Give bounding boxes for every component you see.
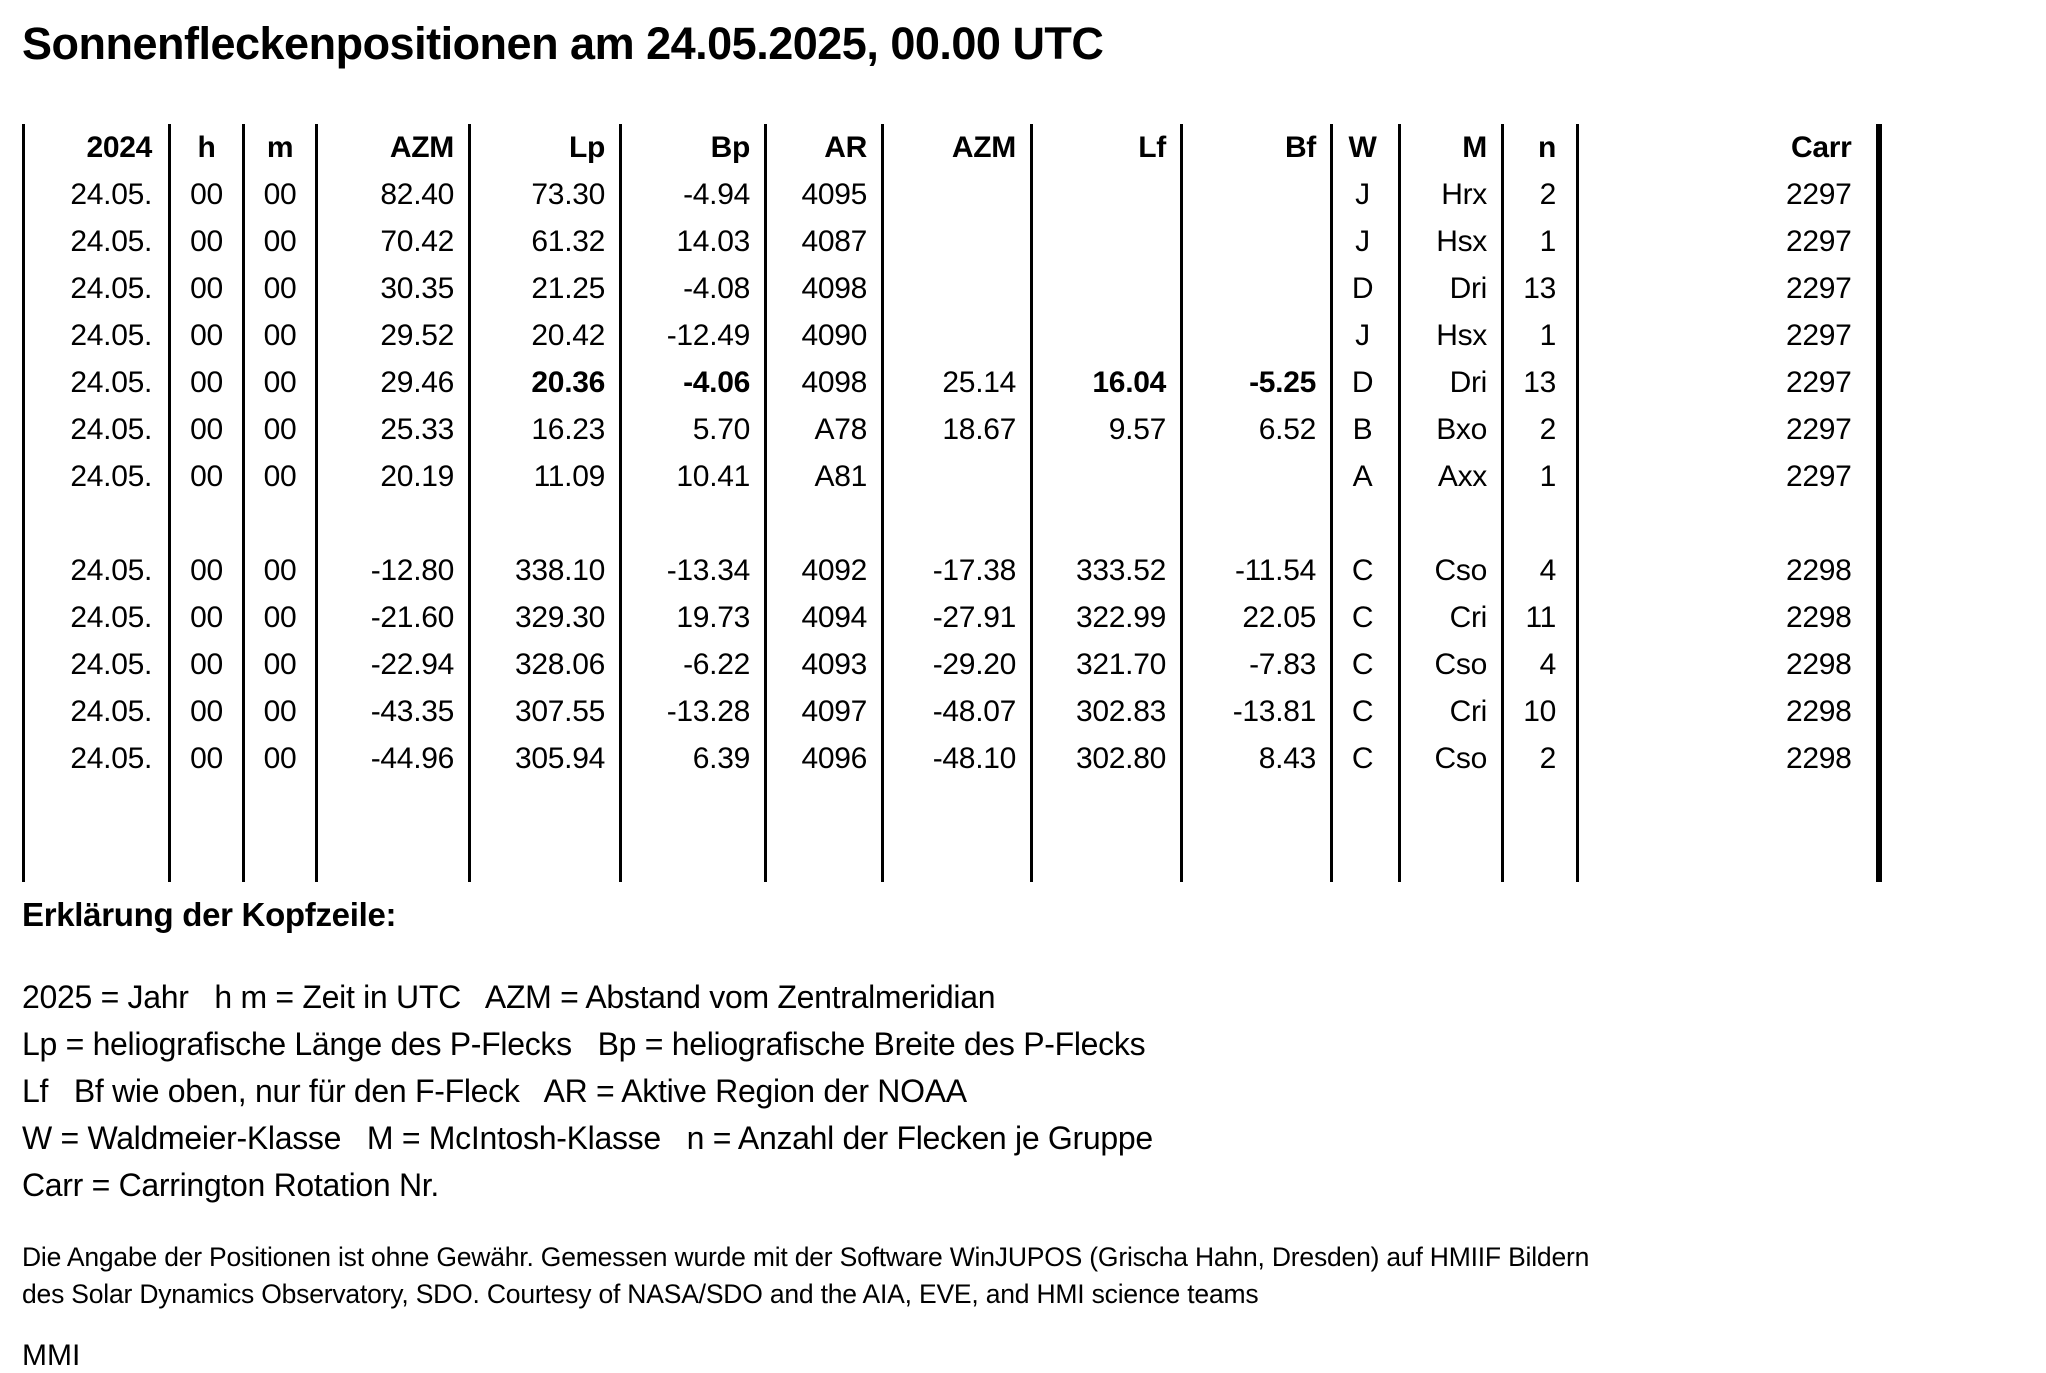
table-cell: 6.52	[1182, 406, 1332, 453]
table-cell: 82.40	[317, 171, 470, 218]
table-cell: 4095	[766, 171, 883, 218]
table-cell: 22.05	[1182, 594, 1332, 641]
table-cell: 24.05.	[24, 406, 170, 453]
legend-line: Lp = heliografische Länge des P-Flecks Bp = heliografische Breite des P-Flecks	[22, 1026, 1146, 1062]
table-cell: 00	[244, 453, 317, 500]
table-cell: -48.07	[883, 688, 1032, 735]
table-cell	[1503, 782, 1578, 882]
table-cell: 29.52	[317, 312, 470, 359]
table-cell	[1182, 218, 1332, 265]
legend-line: Carr = Carrington Rotation Nr.	[22, 1167, 439, 1203]
table-cell: Dri	[1400, 359, 1503, 406]
table-cell	[1182, 171, 1332, 218]
table-cell: 20.36	[470, 359, 621, 406]
table-cell: -21.60	[317, 594, 470, 641]
table-cell: 00	[244, 547, 317, 594]
table-cell: 24.05.	[24, 312, 170, 359]
table-cell: 329.30	[470, 594, 621, 641]
table-cell: 00	[244, 171, 317, 218]
table-cell: 4087	[766, 218, 883, 265]
disclaimer-line: des Solar Dynamics Observatory, SDO. Courtesy of NASA/SDO and the AIA, EVE, and HMI science teams	[22, 1279, 1259, 1309]
legend-lines	[22, 974, 2030, 1209]
table-row	[24, 359, 1879, 406]
table-cell: 18.67	[883, 406, 1032, 453]
legend-line: 2025 = Jahr h m = Zeit in UTC AZM = Abstand vom Zentralmeridian	[22, 979, 996, 1015]
legend-line: W = Waldmeier-Klasse M = McIntosh-Klasse n = Anzahl der Flecken je Gruppe	[22, 1120, 1153, 1156]
table-cell	[470, 500, 621, 547]
table-cell: 4093	[766, 641, 883, 688]
table-cell: 2	[1503, 171, 1578, 218]
table-cell: B	[1332, 406, 1400, 453]
table-cell: Cri	[1400, 688, 1503, 735]
table-cell	[1182, 312, 1332, 359]
table-cell: 25.33	[317, 406, 470, 453]
table-cell: 19.73	[621, 594, 766, 641]
table-cell: 2297	[1578, 359, 1879, 406]
table-cell: 1	[1503, 453, 1578, 500]
table-cell: C	[1332, 735, 1400, 782]
table-cell: 73.30	[470, 171, 621, 218]
table-cell: 2298	[1578, 594, 1879, 641]
table-row	[24, 594, 1879, 641]
table-cell: 00	[244, 406, 317, 453]
table-cell: -13.28	[621, 688, 766, 735]
table-cell: 00	[170, 218, 244, 265]
table-cell: 5.70	[621, 406, 766, 453]
table-cell	[1400, 782, 1503, 882]
table-cell: Hsx	[1400, 312, 1503, 359]
table-cell: 2297	[1578, 171, 1879, 218]
column-header: m	[244, 124, 317, 171]
table-cell: 11	[1503, 594, 1578, 641]
table-cell: 302.80	[1032, 735, 1182, 782]
table-cell: 29.46	[317, 359, 470, 406]
table-cell: 322.99	[1032, 594, 1182, 641]
table-body	[24, 171, 1879, 882]
table-cell: 6.39	[621, 735, 766, 782]
table-row	[24, 735, 1879, 782]
table-cell	[244, 500, 317, 547]
table-cell: 13	[1503, 359, 1578, 406]
table-cell: Hrx	[1400, 171, 1503, 218]
table-cell: 00	[170, 641, 244, 688]
table-header	[24, 124, 1879, 171]
table-row	[24, 641, 1879, 688]
table-cell	[317, 500, 470, 547]
table-cell: 00	[170, 265, 244, 312]
table-cell: 16.23	[470, 406, 621, 453]
table-row	[24, 453, 1879, 500]
table-cell: 14.03	[621, 218, 766, 265]
table-cell: 70.42	[317, 218, 470, 265]
table-row	[24, 547, 1879, 594]
table-cell: -29.20	[883, 641, 1032, 688]
table-cell: D	[1332, 359, 1400, 406]
table-cell: 4090	[766, 312, 883, 359]
table-cell: 2297	[1578, 218, 1879, 265]
table-cell: 24.05.	[24, 453, 170, 500]
table-cell	[883, 265, 1032, 312]
table-cell	[883, 782, 1032, 882]
legend-line: Lf Bf wie oben, nur für den F-Fleck AR = Aktive Region der NOAA	[22, 1073, 967, 1109]
table-row	[24, 406, 1879, 453]
table-cell: 4	[1503, 547, 1578, 594]
table-cell: 1	[1503, 312, 1578, 359]
table-cell	[766, 782, 883, 882]
table-cell	[1182, 782, 1332, 882]
table-cell: Cso	[1400, 547, 1503, 594]
table-cell: 24.05.	[24, 218, 170, 265]
table-cell	[24, 782, 170, 882]
table-cell	[1182, 453, 1332, 500]
table-cell: 24.05.	[24, 265, 170, 312]
column-header: AZM	[317, 124, 470, 171]
table-row	[24, 171, 1879, 218]
table-cell: 00	[170, 359, 244, 406]
table-cell: 00	[244, 359, 317, 406]
table-cell	[1032, 312, 1182, 359]
table-cell: 00	[170, 594, 244, 641]
table-cell: -4.06	[621, 359, 766, 406]
table-cell: 00	[244, 218, 317, 265]
sunspot-position-table	[22, 124, 1882, 882]
table-cell: -22.94	[317, 641, 470, 688]
table-cell	[1032, 265, 1182, 312]
table-cell	[1032, 782, 1182, 882]
table-cell: 4098	[766, 265, 883, 312]
table-cell: J	[1332, 218, 1400, 265]
table-cell: 2298	[1578, 688, 1879, 735]
table-cell: Cso	[1400, 641, 1503, 688]
table-cell: -6.22	[621, 641, 766, 688]
table-cell: 2298	[1578, 735, 1879, 782]
column-header: Lp	[470, 124, 621, 171]
table-cell	[1032, 218, 1182, 265]
table-cell: J	[1332, 171, 1400, 218]
table-cell: C	[1332, 547, 1400, 594]
table-cell	[621, 500, 766, 547]
table-cell	[1503, 500, 1578, 547]
table-cell: 302.83	[1032, 688, 1182, 735]
table-cell: A78	[766, 406, 883, 453]
table-cell: Bxo	[1400, 406, 1503, 453]
column-header: n	[1503, 124, 1578, 171]
table-cell: Cso	[1400, 735, 1503, 782]
table-cell: 61.32	[470, 218, 621, 265]
legend-heading: Erklärung der Kopfzeile:	[22, 896, 397, 933]
table-cell: Axx	[1400, 453, 1503, 500]
table-cell: C	[1332, 641, 1400, 688]
table-cell	[883, 312, 1032, 359]
table-cell	[1032, 500, 1182, 547]
table-cell	[1032, 171, 1182, 218]
signature: MMI	[22, 1339, 81, 1372]
table-cell: 24.05.	[24, 688, 170, 735]
table-cell: 16.04	[1032, 359, 1182, 406]
table-cell: 21.25	[470, 265, 621, 312]
table-cell: 4	[1503, 641, 1578, 688]
table-cell: 2	[1503, 735, 1578, 782]
table-cell: 20.42	[470, 312, 621, 359]
table-cell: -27.91	[883, 594, 1032, 641]
table-cell: -48.10	[883, 735, 1032, 782]
table-cell: 00	[244, 735, 317, 782]
table-cell: 24.05.	[24, 594, 170, 641]
table-cell: Dri	[1400, 265, 1503, 312]
table-cell: 9.57	[1032, 406, 1182, 453]
column-header: Lf	[1032, 124, 1182, 171]
table-cell: -7.83	[1182, 641, 1332, 688]
table-cell: 00	[170, 171, 244, 218]
table-cell	[1400, 500, 1503, 547]
table-cell	[1578, 782, 1879, 882]
table-cell: 00	[170, 453, 244, 500]
table-cell: 10	[1503, 688, 1578, 735]
table-cell: 2297	[1578, 265, 1879, 312]
table-cell: -43.35	[317, 688, 470, 735]
table-cell: -13.81	[1182, 688, 1332, 735]
page-title: Sonnenfleckenpositionen am 24.05.2025, 00.00 UTC	[22, 18, 1104, 69]
table-cell	[1332, 500, 1400, 547]
table-cell	[1578, 500, 1879, 547]
table-cell	[883, 171, 1032, 218]
table-cell: A	[1332, 453, 1400, 500]
filler-row	[24, 782, 1879, 882]
table-cell: 24.05.	[24, 547, 170, 594]
table-cell: -11.54	[1182, 547, 1332, 594]
table-cell: 2	[1503, 406, 1578, 453]
table-cell	[1032, 453, 1182, 500]
table-cell: 2297	[1578, 406, 1879, 453]
table-cell: 24.05.	[24, 171, 170, 218]
table-cell: -5.25	[1182, 359, 1332, 406]
table-cell: 00	[170, 406, 244, 453]
table-cell: Hsx	[1400, 218, 1503, 265]
table-cell: A81	[766, 453, 883, 500]
column-header: AZM	[883, 124, 1032, 171]
table-cell: 338.10	[470, 547, 621, 594]
table-cell: 10.41	[621, 453, 766, 500]
table-cell	[883, 500, 1032, 547]
column-header: h	[170, 124, 244, 171]
table-cell: D	[1332, 265, 1400, 312]
table-cell: 4096	[766, 735, 883, 782]
table-cell: 00	[244, 641, 317, 688]
table-cell: 30.35	[317, 265, 470, 312]
table-cell: 2297	[1578, 312, 1879, 359]
table-cell	[1182, 500, 1332, 547]
column-header: Bp	[621, 124, 766, 171]
table-cell: C	[1332, 688, 1400, 735]
column-header: 2024	[24, 124, 170, 171]
table-cell: 321.70	[1032, 641, 1182, 688]
table-cell: -13.34	[621, 547, 766, 594]
column-header: W	[1332, 124, 1400, 171]
table-cell: 11.09	[470, 453, 621, 500]
table-row	[24, 218, 1879, 265]
table-cell: 8.43	[1182, 735, 1332, 782]
table-cell: 00	[170, 688, 244, 735]
table-cell: 00	[170, 547, 244, 594]
table-row	[24, 265, 1879, 312]
spacer-row	[24, 500, 1879, 547]
table-cell	[766, 500, 883, 547]
table-cell: 24.05.	[24, 641, 170, 688]
table-cell: 333.52	[1032, 547, 1182, 594]
table-cell: 00	[244, 594, 317, 641]
table-cell: -4.08	[621, 265, 766, 312]
column-header: AR	[766, 124, 883, 171]
table-cell	[317, 782, 470, 882]
table-cell: 4092	[766, 547, 883, 594]
table-cell: -17.38	[883, 547, 1032, 594]
table-cell: 305.94	[470, 735, 621, 782]
table-cell: 307.55	[470, 688, 621, 735]
table-cell: 00	[244, 688, 317, 735]
column-header: M	[1400, 124, 1503, 171]
table-cell	[470, 782, 621, 882]
table-cell: 2298	[1578, 641, 1879, 688]
table-cell: 4094	[766, 594, 883, 641]
table-cell: 13	[1503, 265, 1578, 312]
table-cell: -4.94	[621, 171, 766, 218]
table-cell: 00	[170, 312, 244, 359]
table-cell	[1182, 265, 1332, 312]
table-cell: J	[1332, 312, 1400, 359]
disclaimer-line: Die Angabe der Positionen ist ohne Gewähr. Gemessen wurde mit der Software WinJUPOS (Grischa Hahn, Dresden) auf HMIIF Bildern	[22, 1242, 1590, 1272]
table-cell	[170, 782, 244, 882]
table-cell: 2298	[1578, 547, 1879, 594]
table-cell	[883, 218, 1032, 265]
table-cell	[244, 782, 317, 882]
table-cell: -12.80	[317, 547, 470, 594]
table-cell	[621, 782, 766, 882]
table-cell	[170, 500, 244, 547]
table-cell: 2297	[1578, 453, 1879, 500]
table-cell: -12.49	[621, 312, 766, 359]
disclaimer	[22, 1239, 2030, 1313]
table-cell: -44.96	[317, 735, 470, 782]
table-cell: 00	[244, 312, 317, 359]
table-cell: Cri	[1400, 594, 1503, 641]
table-row	[24, 688, 1879, 735]
table-cell: 328.06	[470, 641, 621, 688]
table-cell	[24, 500, 170, 547]
table-cell	[1332, 782, 1400, 882]
table-cell: C	[1332, 594, 1400, 641]
table-cell: 24.05.	[24, 359, 170, 406]
table-cell: 24.05.	[24, 735, 170, 782]
table-cell: 25.14	[883, 359, 1032, 406]
table-cell	[883, 453, 1032, 500]
table-header-row	[24, 124, 1879, 171]
table-cell: 4098	[766, 359, 883, 406]
column-header: Bf	[1182, 124, 1332, 171]
table-cell: 4097	[766, 688, 883, 735]
table-cell: 00	[170, 735, 244, 782]
column-header: Carr	[1578, 124, 1879, 171]
table-cell: 00	[244, 265, 317, 312]
table-row	[24, 312, 1879, 359]
table-cell: 1	[1503, 218, 1578, 265]
table-cell: 20.19	[317, 453, 470, 500]
